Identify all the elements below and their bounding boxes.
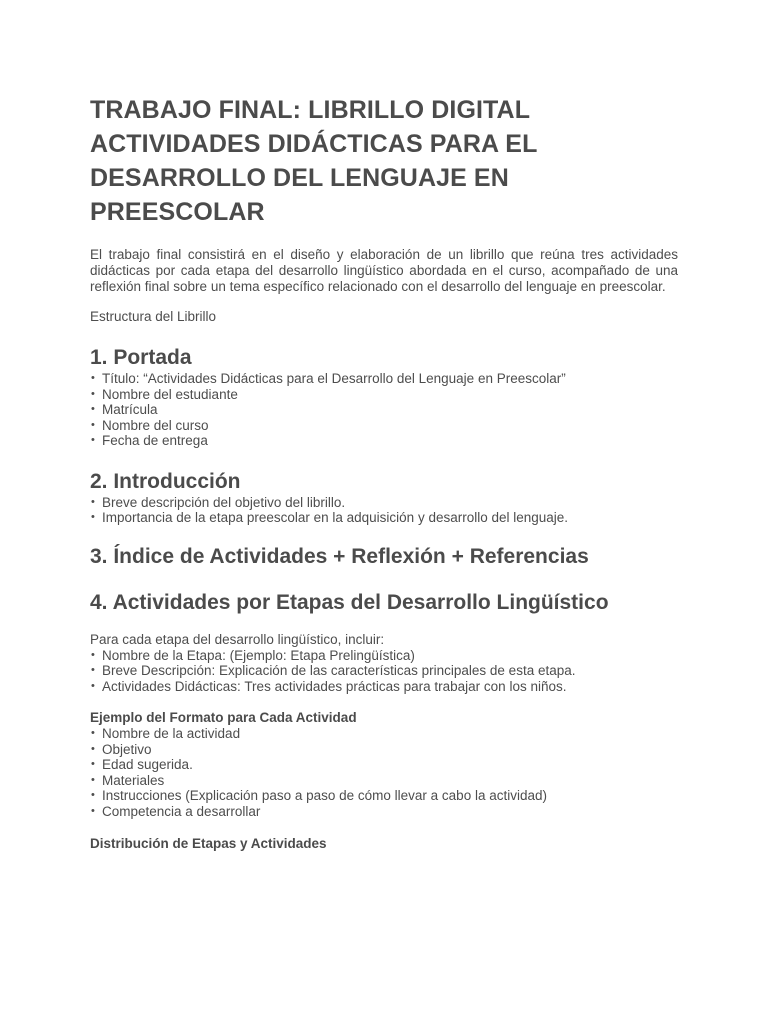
actividades-list <box>90 648 678 695</box>
list-item <box>90 495 678 511</box>
list-item-text: Breve Descripción: Explicación de las características principales de esta etapa. <box>102 663 576 678</box>
format-subheading: Ejemplo del Formato para Cada Actividad <box>90 710 357 725</box>
section-heading-portada: 1. Portada <box>90 346 192 369</box>
format-list <box>90 726 678 819</box>
distribution-subheading: Distribución de Etapas y Actividades <box>90 836 327 851</box>
list-item <box>90 387 678 403</box>
list-item-text: Matrícula <box>102 402 158 417</box>
bullet-icon: • <box>91 679 95 692</box>
list-item <box>90 371 678 387</box>
list-item-text: Materiales <box>102 772 165 788</box>
bullet-icon: • <box>91 789 95 801</box>
list-item-text: Edad sugerida. <box>102 757 193 772</box>
list-item <box>90 648 678 664</box>
bullet-icon: • <box>91 372 95 384</box>
list-item-text: Nombre del curso <box>102 417 209 433</box>
list-item <box>90 726 678 742</box>
list-item <box>90 510 678 526</box>
list-item <box>90 433 678 449</box>
list-item-text: Nombre del estudiante <box>102 386 238 402</box>
bullet-icon: • <box>91 387 95 400</box>
list-item-text: Nombre de la Etapa: (Ejemplo: Etapa Prelingüística) <box>102 647 415 663</box>
list-item <box>90 804 678 820</box>
bullet-icon: • <box>91 511 95 523</box>
bullet-icon: • <box>91 664 95 676</box>
bullet-icon: • <box>91 434 95 446</box>
list-item <box>90 742 678 758</box>
actividades-paragraph: Para cada etapa del desarrollo lingüístico, incluir: <box>90 631 385 647</box>
bullet-icon: • <box>91 727 95 739</box>
structure-label: Estructura del Librillo <box>90 309 217 324</box>
intro-paragraph: El trabajo final consistirá en el diseño y elaboración de un librillo que reúna tres actividades didácticas por cada etapa del desarrollo lingüístico abordada en el curso, acompañado de una reflexión final sobre un tema específico relacionado con el desarrollo del lenguaje en preescolar. <box>90 247 678 294</box>
list-item <box>90 788 678 804</box>
list-item <box>90 663 678 679</box>
list-item-text: Instrucciones (Explicación paso a paso de cómo llevar a cabo la actividad) <box>102 788 547 803</box>
bullet-icon: • <box>91 773 95 786</box>
list-item <box>90 757 678 773</box>
section-heading-introduccion: 2. Introducción <box>90 469 241 493</box>
list-item-text: Competencia a desarrollar <box>102 803 261 819</box>
bullet-icon: • <box>91 648 95 661</box>
list-item-text: Objetivo <box>102 741 152 757</box>
list-item-text: Título: “Actividades Didácticas para el Desarrollo del Lenguaje en Preescolar” <box>102 371 566 386</box>
section-heading-indice: 3. Índice de Actividades + Reflexión + Referencias <box>90 544 589 568</box>
document-title: TRABAJO FINAL: LIBRILLO DIGITAL ACTIVIDADES DIDÁCTICAS PARA EL DESARROLLO DEL LENGUAJE EN PREESCOLAR <box>90 96 538 226</box>
bullet-icon: • <box>91 418 95 431</box>
list-item-text: Actividades Didácticas: Tres actividades prácticas para trabajar con los niños. <box>102 678 567 694</box>
list-item-text: Importancia de la etapa preescolar en la adquisición y desarrollo del lenguaje. <box>102 510 569 525</box>
section-heading-actividades: 4. Actividades por Etapas del Desarrollo Lingüístico <box>90 590 609 614</box>
list-item <box>90 679 678 695</box>
bullet-icon: • <box>91 758 95 770</box>
bullet-icon: • <box>91 804 95 817</box>
bullet-icon: • <box>91 403 95 415</box>
introduccion-list <box>90 495 678 526</box>
bullet-icon: • <box>91 742 95 755</box>
list-item-text: Fecha de entrega <box>102 433 208 448</box>
bullet-icon: • <box>91 495 95 508</box>
list-item <box>90 402 678 418</box>
portada-list <box>90 371 678 449</box>
list-item-text: Breve descripción del objetivo del librillo. <box>102 494 346 510</box>
list-item-text: Nombre de la actividad <box>102 726 241 741</box>
list-item <box>90 418 678 434</box>
list-item <box>90 773 678 789</box>
